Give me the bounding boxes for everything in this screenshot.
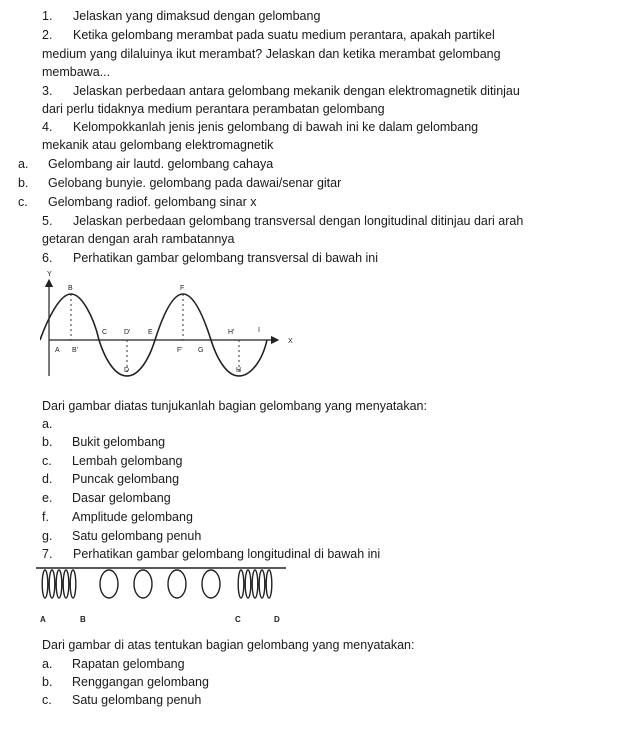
option-label: b. [42, 675, 53, 689]
question-text: Ketika gelombang merambat pada suatu medium perantara, apakah partikel [73, 28, 495, 42]
point-label: B [68, 285, 73, 292]
spring-coil [168, 570, 186, 598]
option-text: Amplitude gelombang [72, 510, 193, 524]
question-number: 7. [42, 547, 53, 561]
point-label: F' [177, 347, 183, 354]
option-item [42, 453, 183, 469]
question-3-continuation: dari perlu tidaknya medium perantara perambatan gelombang [42, 102, 385, 116]
option-item [42, 674, 209, 690]
question-text: Perhatikan gambar gelombang longitudinal di bawah ini [73, 547, 381, 561]
point-label: B' [72, 347, 79, 354]
spring-coil [56, 570, 62, 598]
option-label: c. [42, 454, 52, 468]
point-label: A [40, 615, 46, 624]
option-item [42, 490, 171, 506]
spring-coil [70, 570, 76, 598]
option-text: Bukit gelombang [72, 435, 166, 449]
option-item [42, 692, 201, 708]
spring-coil [42, 570, 48, 598]
option-text: Satu gelombang penuh [72, 693, 202, 707]
spring-coil [252, 570, 258, 598]
option-text: Dasar gelombang [72, 491, 171, 505]
point-label: D [274, 615, 280, 624]
option-item [18, 194, 256, 210]
option-text: Puncak gelombang [72, 472, 180, 486]
point-label: E [148, 329, 153, 336]
question-text: Jelaskan yang dimaksud dengan gelombang [73, 9, 321, 23]
option-label: g. [42, 529, 53, 543]
question-text: Kelompokkanlah jenis jenis gelombang di bawah ini ke dalam gelombang [73, 120, 479, 134]
question-2 [42, 27, 495, 43]
option-label: a. [18, 157, 29, 171]
point-label: C [102, 329, 108, 336]
option-label: c. [42, 693, 52, 707]
question-7-prompt: Dari gambar di atas tentukan bagian gelombang yang menyatakan: [42, 638, 415, 652]
option-item [42, 471, 179, 487]
point-label: C [235, 615, 241, 624]
question-5 [42, 213, 523, 229]
question-number: 6. [42, 251, 53, 265]
option-text: Gelombang air lautd. gelombang cahaya [48, 157, 274, 171]
option-text: Renggangan gelombang [72, 675, 209, 689]
option-item [42, 416, 72, 432]
question-6-prompt: Dari gambar diatas tunjukanlah bagian gelombang yang menyatakan: [42, 399, 427, 413]
option-item [18, 175, 341, 191]
axis-label-x: X [288, 338, 293, 345]
question-7 [42, 546, 380, 562]
question-number: 2. [42, 28, 53, 42]
question-number: 5. [42, 214, 53, 228]
question-text: Jelaskan perbedaan antara gelombang mekanik dengan elektromagnetik ditinjau [73, 84, 520, 98]
point-label: B [80, 615, 86, 624]
option-text: Satu gelombang penuh [72, 529, 202, 543]
question-text: Perhatikan gambar gelombang transversal di bawah ini [73, 251, 379, 265]
point-label: H' [228, 329, 235, 336]
spring-coil [134, 570, 152, 598]
option-label: b. [18, 176, 29, 190]
question-text: Jelaskan perbedaan gelombang transversal dengan longitudinal ditinjau dari arah [73, 214, 524, 228]
option-label: a. [42, 657, 53, 671]
option-text: Gelombang radiof. gelombang sinar x [48, 195, 257, 209]
spring-coil [202, 570, 220, 598]
option-item [42, 528, 201, 544]
point-label: D' [124, 329, 131, 336]
spring-coils [42, 570, 272, 598]
option-label: f. [42, 510, 49, 524]
option-text: Gelobang bunyie. gelombang pada dawai/senar gitar [48, 176, 342, 190]
option-item [42, 509, 193, 525]
question-4-continuation: mekanik atau gelombang elektromagnetik [42, 138, 274, 152]
question-2-continuation: medium yang dilaluinya ikut merambat? Jelaskan dan ketika merambat gelombang [42, 47, 501, 61]
spring-coil [245, 570, 251, 598]
question-1 [42, 8, 320, 24]
axis-label-y: Y [47, 271, 52, 278]
option-label: c. [18, 195, 28, 209]
question-number: 3. [42, 84, 53, 98]
spring-coil [259, 570, 265, 598]
spring-coil [100, 570, 118, 598]
option-item [18, 156, 273, 172]
option-item [42, 656, 185, 672]
question-6 [42, 250, 378, 266]
question-5-continuation: getaran dengan arah rambatannya [42, 232, 235, 246]
question-number: 1. [42, 9, 53, 23]
point-label: D [124, 367, 130, 374]
transversal-wave-figure [40, 266, 300, 386]
option-label: e. [42, 491, 53, 505]
point-label: H [236, 367, 242, 374]
spring-coil [266, 570, 272, 598]
longitudinal-wave-figure [36, 562, 286, 626]
spring-coil [63, 570, 69, 598]
question-number: 4. [42, 120, 53, 134]
question-4 [42, 119, 478, 135]
option-text: Lembah gelombang [72, 454, 183, 468]
point-label: A [55, 347, 60, 354]
option-label: a. [42, 417, 53, 431]
option-text: Rapatan gelombang [72, 657, 185, 671]
spring-coil [49, 570, 55, 598]
option-label: d. [42, 472, 53, 486]
point-label: F [180, 285, 185, 292]
spring-coil [238, 570, 244, 598]
question-2-continuation: membawa... [42, 65, 111, 79]
option-label: b. [42, 435, 53, 449]
question-3 [42, 83, 520, 99]
point-label: G [198, 347, 204, 354]
option-item [42, 434, 165, 450]
point-label: I [258, 327, 260, 334]
